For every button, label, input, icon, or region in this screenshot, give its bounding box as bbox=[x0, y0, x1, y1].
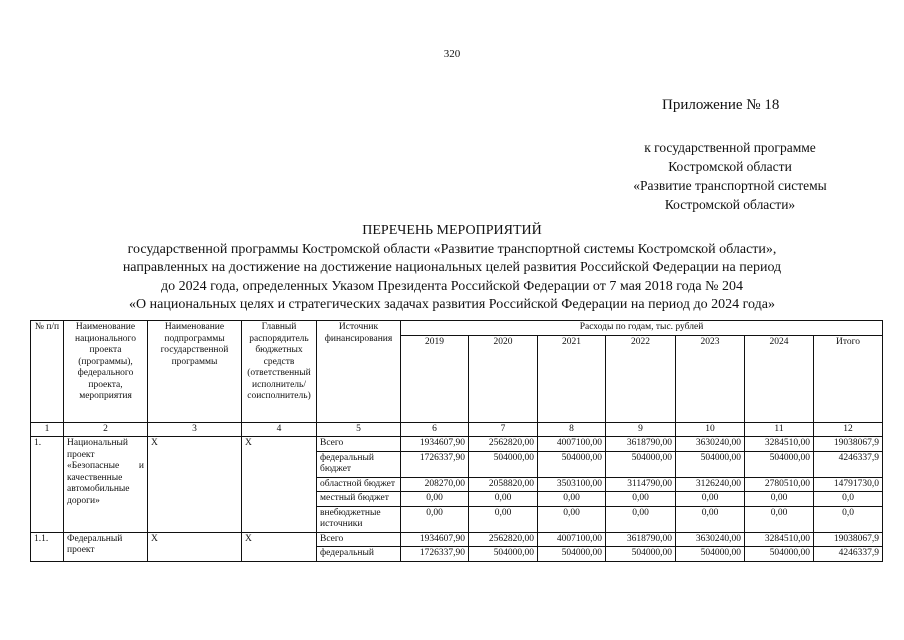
value-cell: 0,00 bbox=[469, 506, 538, 532]
value-cell: 504000,00 bbox=[538, 451, 606, 477]
row-number: 1. bbox=[31, 437, 64, 533]
value-cell: 3630240,00 bbox=[676, 437, 745, 452]
title-line: направленных на достижение на достижение национальных целей развития Российской Федерации на период bbox=[122, 260, 782, 275]
header-year: 2024 bbox=[745, 335, 814, 422]
funding-source: федеральный bbox=[317, 547, 401, 562]
funding-source: местный бюджет bbox=[317, 492, 401, 507]
header-manager: Главный распорядитель бюджетных средств (ответственный исполнитель/соисполнитель) bbox=[242, 321, 317, 423]
value-cell: 3630240,00 bbox=[676, 532, 745, 547]
value-cell: 504000,00 bbox=[745, 547, 814, 562]
value-cell: 0,00 bbox=[469, 492, 538, 507]
value-cell: 504000,00 bbox=[538, 547, 606, 562]
column-number: 6 bbox=[401, 422, 469, 437]
column-number: 11 bbox=[745, 422, 814, 437]
value-cell: 2780510,00 bbox=[745, 477, 814, 492]
column-number: 2 bbox=[64, 422, 148, 437]
value-cell: 504000,00 bbox=[469, 451, 538, 477]
funding-source: Всего bbox=[317, 437, 401, 452]
document-title bbox=[0, 222, 904, 315]
value-cell: 0,00 bbox=[401, 506, 469, 532]
header-year: 2023 bbox=[676, 335, 745, 422]
value-cell: 504000,00 bbox=[745, 451, 814, 477]
total-cell: 14791730,0 bbox=[814, 477, 883, 492]
value-cell: 0,00 bbox=[676, 492, 745, 507]
subtitle-line: к государственной программе bbox=[644, 140, 816, 155]
program-subtitle bbox=[600, 138, 860, 214]
subprogram-cell: Х bbox=[148, 532, 242, 561]
value-cell: 3114790,00 bbox=[606, 477, 676, 492]
value-cell: 504000,00 bbox=[676, 547, 745, 562]
appendix-label: Приложение № 18 bbox=[662, 97, 780, 113]
column-number: 3 bbox=[148, 422, 242, 437]
total-cell: 0,0 bbox=[814, 506, 883, 532]
total-cell: 4246337,9 bbox=[814, 547, 883, 562]
value-cell: 2562820,00 bbox=[469, 437, 538, 452]
header-subprogram: Наименование подпрограммы государственной программы bbox=[148, 321, 242, 423]
value-cell: 2562820,00 bbox=[469, 532, 538, 547]
header-expenses: Расходы по годам, тыс. рублей bbox=[401, 321, 883, 336]
column-number: 5 bbox=[317, 422, 401, 437]
value-cell: 3618790,00 bbox=[606, 437, 676, 452]
title-line: до 2024 года, определенных Указом Президента Российской Федерации от 7 мая 2018 года № 204 bbox=[161, 278, 743, 294]
column-number: 1 bbox=[31, 422, 64, 437]
value-cell: 504000,00 bbox=[469, 547, 538, 562]
value-cell: 4007100,00 bbox=[538, 532, 606, 547]
funding-source: внебюджетные источники bbox=[317, 506, 401, 532]
header-year: 2021 bbox=[538, 335, 606, 422]
value-cell: 3284510,00 bbox=[745, 532, 814, 547]
project-name: Федеральный проект bbox=[64, 532, 148, 561]
activities-table bbox=[30, 320, 883, 562]
value-cell: 1934607,90 bbox=[401, 437, 469, 452]
column-number: 7 bbox=[469, 422, 538, 437]
total-cell: 0,0 bbox=[814, 492, 883, 507]
manager-cell: Х bbox=[242, 532, 317, 561]
column-number: 9 bbox=[606, 422, 676, 437]
header-project: Наименование национального проекта (программы), федерального проекта, мероприятия bbox=[64, 321, 148, 423]
row-number: 1.1. bbox=[31, 532, 64, 561]
table-row bbox=[31, 532, 883, 547]
header-year: 2020 bbox=[469, 335, 538, 422]
value-cell: 1726337,90 bbox=[401, 451, 469, 477]
value-cell: 3126240,00 bbox=[676, 477, 745, 492]
value-cell: 504000,00 bbox=[606, 451, 676, 477]
column-number: 12 bbox=[814, 422, 883, 437]
funding-source: Всего bbox=[317, 532, 401, 547]
title-line: ПЕРЕЧЕНЬ МЕРОПРИЯТИЙ bbox=[362, 223, 542, 238]
subprogram-cell: Х bbox=[148, 437, 242, 533]
table-row bbox=[31, 437, 883, 452]
header-year: 2022 bbox=[606, 335, 676, 422]
value-cell: 1934607,90 bbox=[401, 532, 469, 547]
value-cell: 0,00 bbox=[676, 506, 745, 532]
total-cell: 19038067,9 bbox=[814, 437, 883, 452]
value-cell: 0,00 bbox=[745, 492, 814, 507]
header-source: Источник финансирования bbox=[317, 321, 401, 423]
column-number: 8 bbox=[538, 422, 606, 437]
project-name: Национальный проект «Безопасные и качественные автомобильные дороги» bbox=[64, 437, 148, 533]
total-cell: 4246337,9 bbox=[814, 451, 883, 477]
value-cell: 0,00 bbox=[606, 492, 676, 507]
page-number: 320 bbox=[443, 48, 461, 60]
header-no: № п/п bbox=[31, 321, 64, 423]
column-number: 10 bbox=[676, 422, 745, 437]
value-cell: 504000,00 bbox=[676, 451, 745, 477]
value-cell: 0,00 bbox=[606, 506, 676, 532]
subtitle-line: «Развитие транспортной системы bbox=[633, 178, 827, 193]
funding-source: федеральный бюджет bbox=[317, 451, 401, 477]
value-cell: 3618790,00 bbox=[606, 532, 676, 547]
value-cell: 1726337,90 bbox=[401, 547, 469, 562]
value-cell: 4007100,00 bbox=[538, 437, 606, 452]
header-total: Итого bbox=[814, 335, 883, 422]
value-cell: 504000,00 bbox=[606, 547, 676, 562]
header-row bbox=[31, 321, 883, 336]
header-year: 2019 bbox=[401, 335, 469, 422]
value-cell: 3284510,00 bbox=[745, 437, 814, 452]
subtitle-line: Костромской области bbox=[668, 159, 792, 174]
manager-cell: Х bbox=[242, 437, 317, 533]
title-line: «О национальных целях и стратегических задачах развития Российской Федерации на период до 2024 года» bbox=[129, 297, 775, 312]
value-cell: 0,00 bbox=[401, 492, 469, 507]
title-line: государственной программы Костромской области «Развитие транспортной системы Костромской области», bbox=[127, 241, 777, 257]
value-cell: 2058820,00 bbox=[469, 477, 538, 492]
value-cell: 0,00 bbox=[538, 506, 606, 532]
funding-source: областной бюджет bbox=[317, 477, 401, 492]
column-numbers-row bbox=[31, 422, 883, 437]
value-cell: 0,00 bbox=[745, 506, 814, 532]
value-cell: 0,00 bbox=[538, 492, 606, 507]
column-number: 4 bbox=[242, 422, 317, 437]
value-cell: 3503100,00 bbox=[538, 477, 606, 492]
subtitle-line: Костромской области» bbox=[664, 197, 796, 212]
total-cell: 19038067,9 bbox=[814, 532, 883, 547]
value-cell: 208270,00 bbox=[401, 477, 469, 492]
